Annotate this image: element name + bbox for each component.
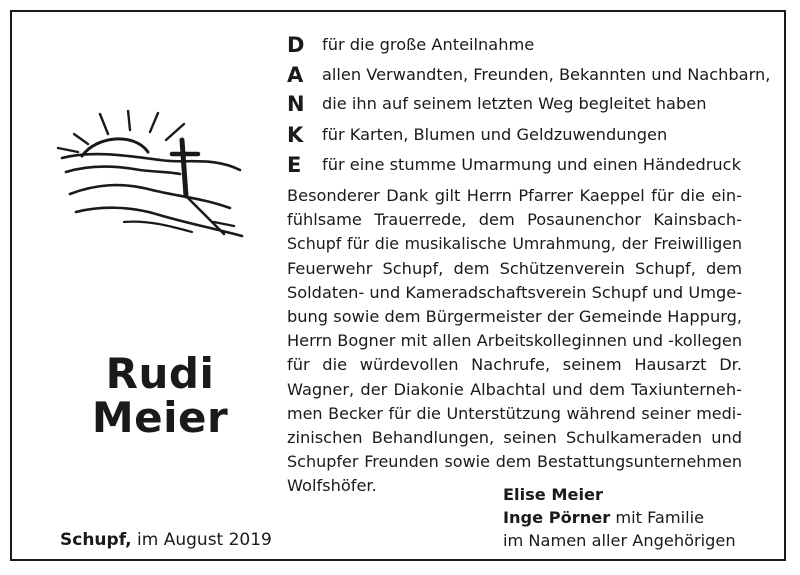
paragraph-line: zinischen Behandlungen, seinen Schulkameraden und <box>287 427 742 447</box>
signature-name-2: Inge Pörner <box>503 508 611 527</box>
acrostic-text: für Karten, Blumen und Geldzuwendungen <box>322 125 668 144</box>
acrostic-letter: D <box>287 33 305 57</box>
paragraph-line: Wolfshöfer. <box>287 476 377 496</box>
acrostic-text: allen Verwandten, Freunden, Bekannten und Nachbarn, <box>322 65 771 84</box>
acrostic-text: für die große Anteilnahme <box>322 35 535 54</box>
deceased-first-name: Rudi <box>105 349 215 398</box>
place-date <box>60 530 272 550</box>
acrostic-letter: A <box>287 63 304 87</box>
paragraph-line: Herrn Bogner mit allen Arbeitskolleginnen und -kollegen <box>287 331 742 351</box>
paragraph-line: Soldaten- und Kameradschaftsverein Schupf und Umge- <box>287 282 742 302</box>
thanks-paragraph <box>287 184 742 498</box>
paragraph-line: Feuerwehr Schupf, dem Schützenverein Schupf, dem <box>287 258 742 278</box>
paragraph-line: Wagner, der Diakonie Albachtal und dem Taxiunterneh- <box>287 379 742 399</box>
paragraph-line: bung sowie dem Bürgermeister der Gemeinde Happurg, <box>287 306 742 326</box>
paragraph-line: Schupf für die musikalische Umrahmung, der Freiwilligen <box>287 234 742 254</box>
signature-line-3: im Namen aller Angehörigen <box>503 531 736 550</box>
place: Schupf, <box>60 530 132 550</box>
paragraph-line: für die würdevollen Nachrufe, seinem Hausarzt Dr. <box>287 355 742 375</box>
paragraph-line: Schupfer Freunden sowie dem Bestattungsunternehmen <box>287 452 742 472</box>
paragraph-line: Besonderer Dank gilt Herrn Pfarrer Kaeppel für die ein- <box>287 186 742 205</box>
signature-name-1: Elise Meier <box>503 485 604 504</box>
acrostic-text: die ihn auf seinem letzten Weg begleitet haben <box>322 94 707 113</box>
acrostic-letter: N <box>287 92 305 116</box>
acrostic-letter: E <box>287 153 302 177</box>
deceased-last-name: Meier <box>91 393 229 442</box>
acrostic-text: für eine stumme Umarmung und einen Händedruck <box>322 155 741 174</box>
date: im August 2019 <box>137 530 272 550</box>
paragraph-line: fühlsame Trauerrede, dem Posaunenchor Kainsbach- <box>287 210 742 230</box>
sunrise-hills-cross-icon <box>52 110 252 250</box>
signature-line-1 <box>503 485 603 504</box>
acrostic-letter: K <box>287 123 304 147</box>
paragraph-line: men Becker für die Unterstützung während seiner medi- <box>287 403 742 423</box>
signature-line-2 <box>503 508 704 527</box>
signature-name-2-suffix: mit Familie <box>610 508 705 527</box>
